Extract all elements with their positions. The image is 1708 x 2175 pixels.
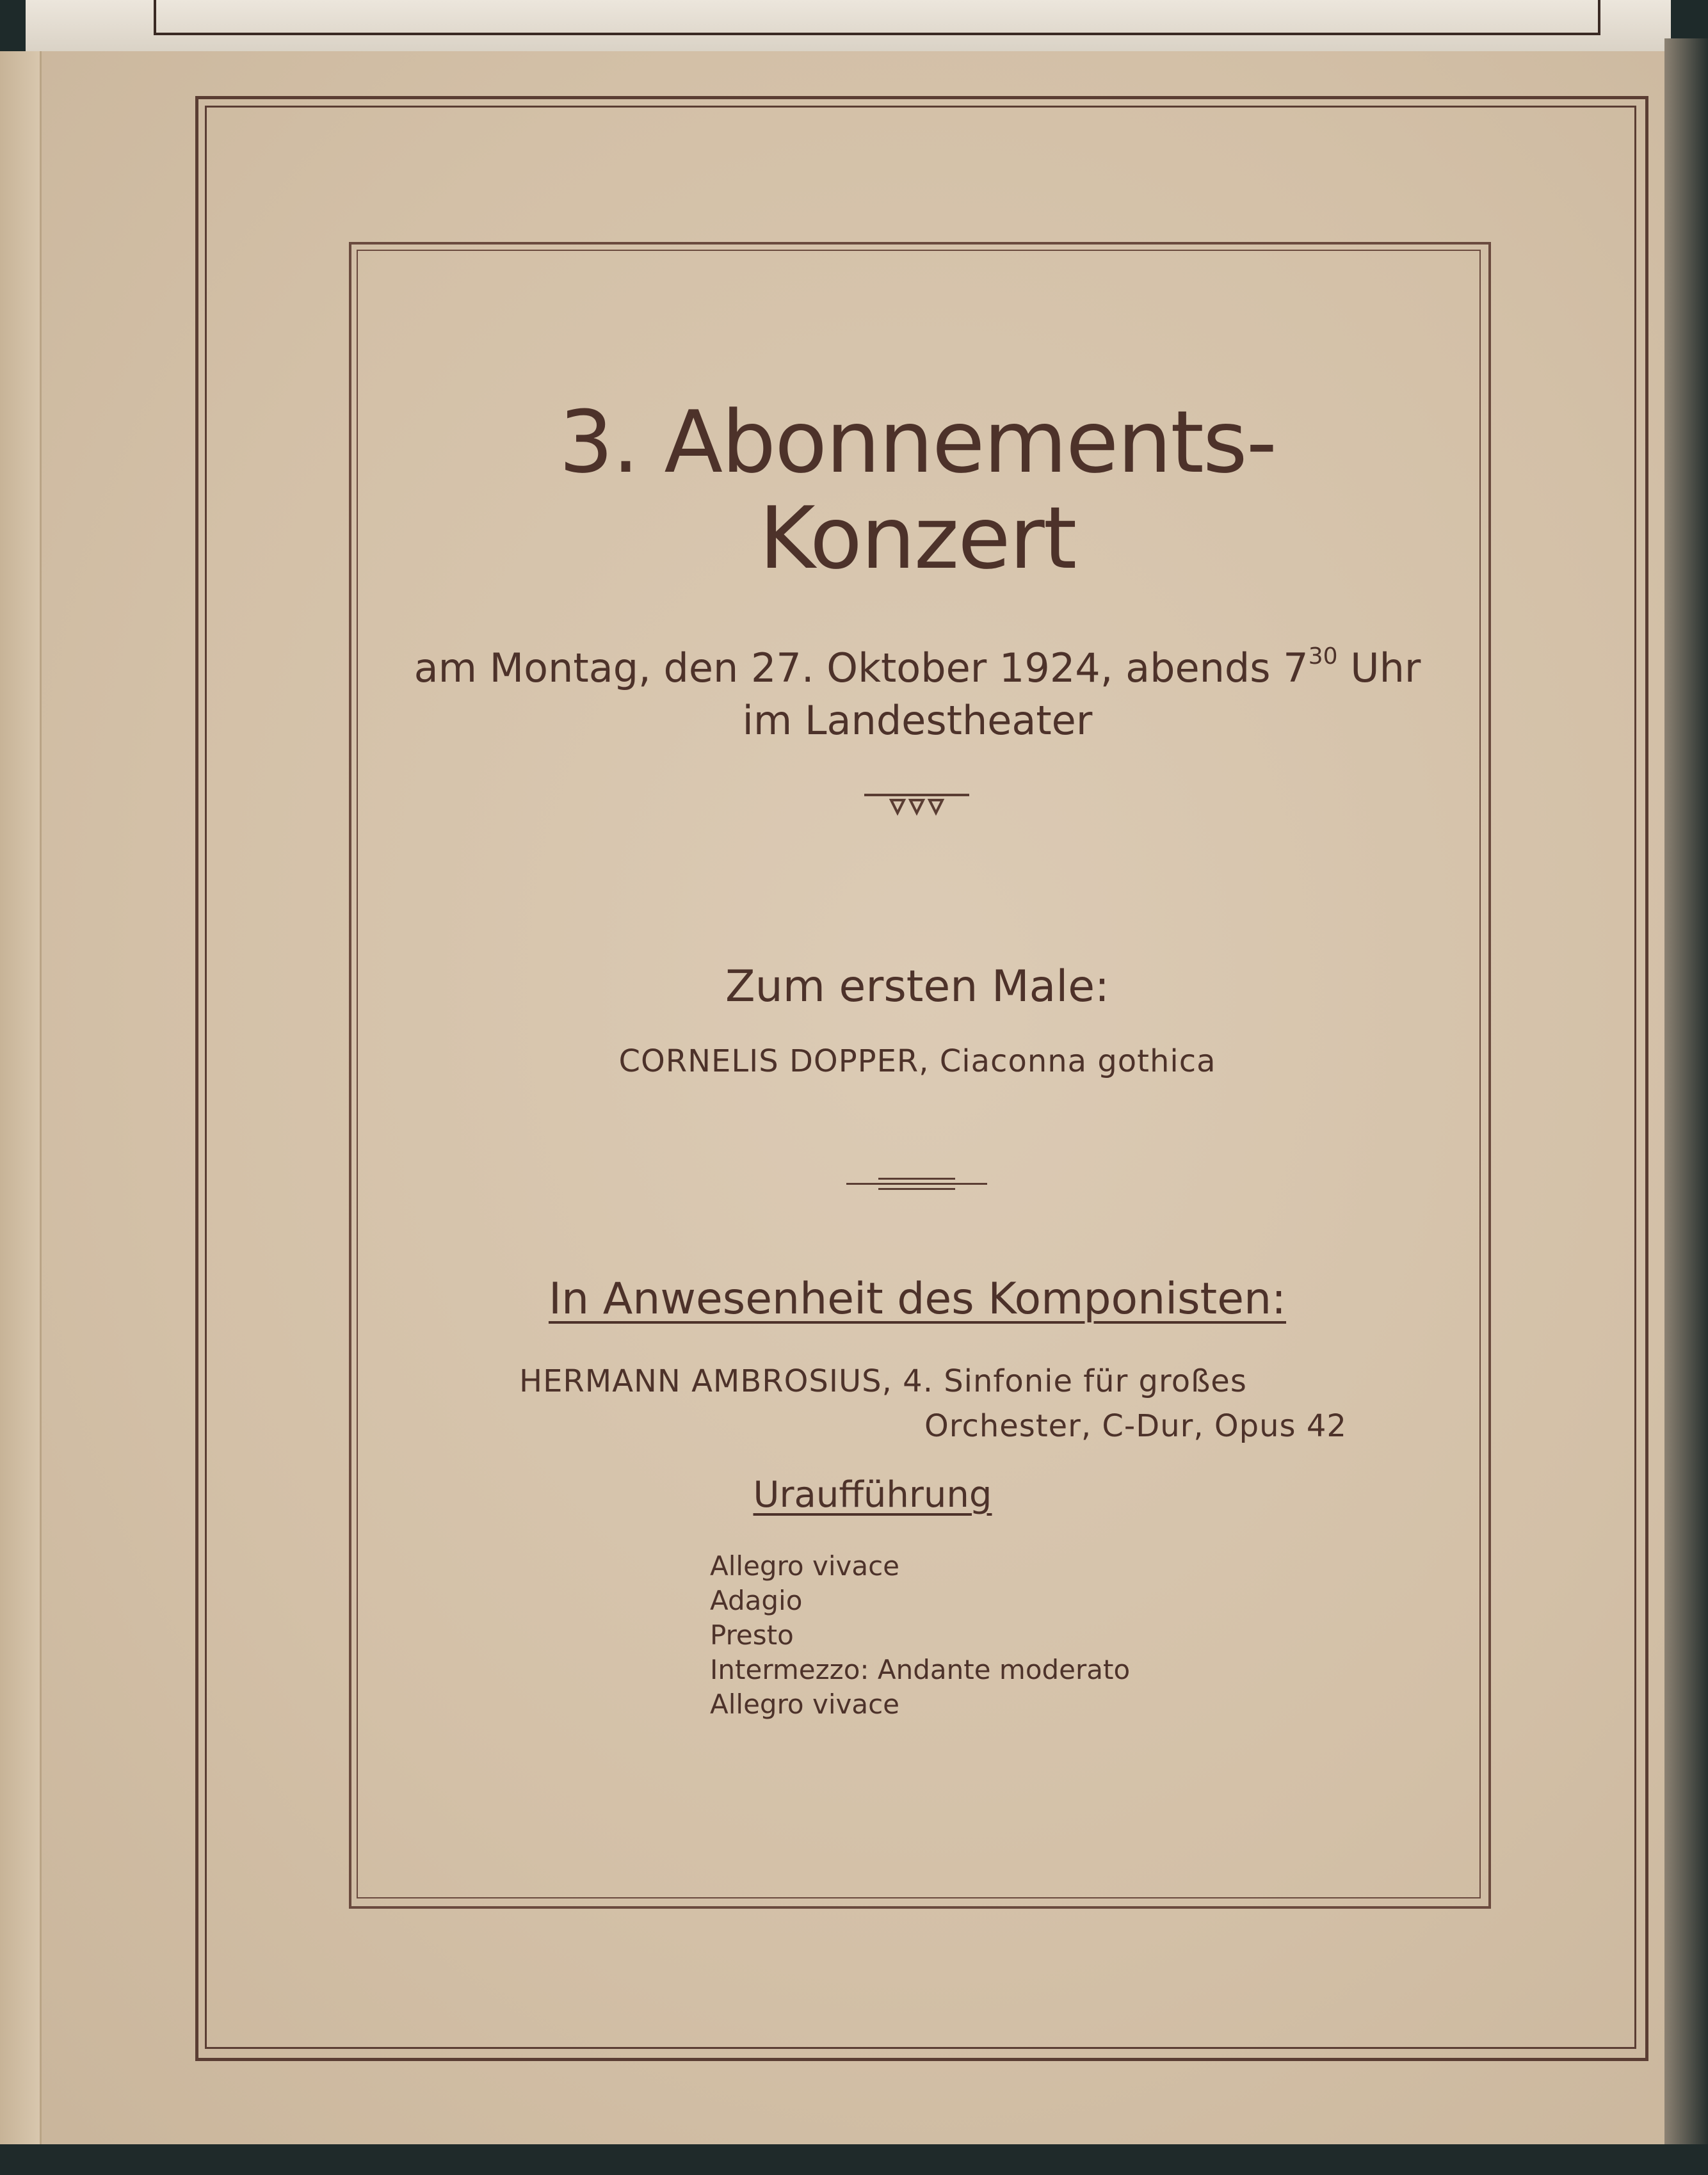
movement-item: Allegro vivace	[710, 1550, 900, 1582]
line-divider-icon	[846, 1173, 987, 1196]
date-suffix: Uhr	[1337, 645, 1421, 691]
date-text: am Montag, den 27. Oktober 1924, abends 7	[414, 645, 1309, 691]
program-title-line1: 3. Abonnements-	[558, 392, 1277, 492]
world-premiere-label: Uraufführung	[753, 1474, 992, 1516]
movement-item: Intermezzo: Andante moderato	[710, 1654, 1131, 1685]
ambrosius-work-line1: HERMANN AMBROSIUS, 4. Sinfonie für großes	[519, 1363, 1247, 1399]
program-content	[359, 252, 1476, 1893]
section-premiere-heading: Zum ersten Male:	[725, 961, 1109, 1012]
date-time-minutes: 30	[1308, 643, 1338, 670]
page-edge-shadow	[1664, 38, 1708, 2144]
ambrosius-work-line2: Orchester, C-Dur, Opus 42	[924, 1408, 1347, 1444]
section-composer-present-heading: In Anwesenheit des Komponisten:	[548, 1274, 1287, 1324]
binding-strip	[0, 51, 42, 2144]
scan-background	[0, 2144, 1708, 2175]
movement-item: Adagio	[710, 1585, 803, 1616]
movement-item: Presto	[710, 1619, 794, 1651]
concert-date	[359, 643, 1476, 694]
movement-item: Allegro vivace	[710, 1689, 900, 1720]
concert-venue: im Landestheater	[742, 697, 1093, 744]
program-title-line2: Konzert	[759, 488, 1076, 588]
dopper-work: CORNELIS DOPPER, Ciaconna gothica	[618, 1043, 1216, 1079]
ornament-divider-icon	[864, 794, 969, 819]
